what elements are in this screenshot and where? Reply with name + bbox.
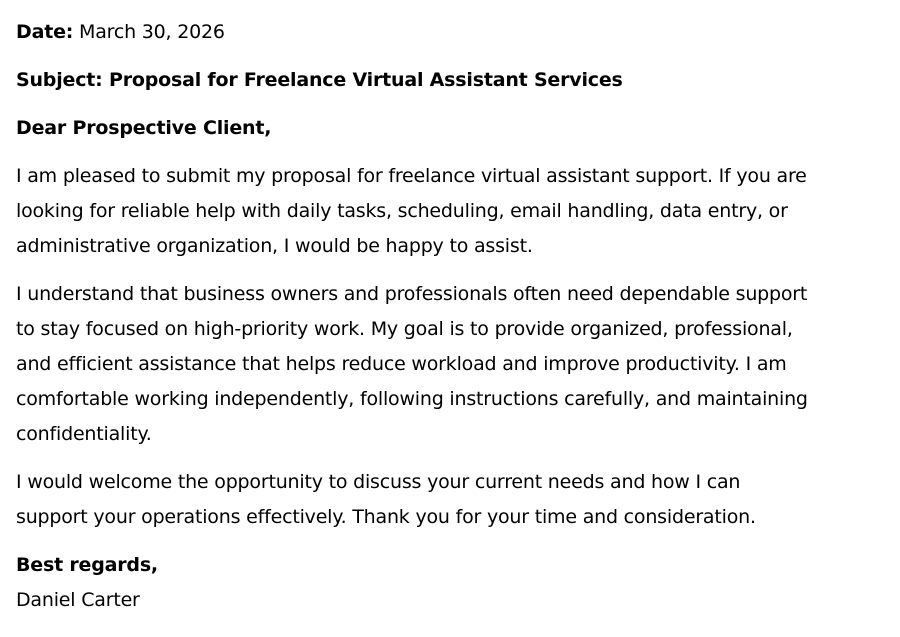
date-line xyxy=(16,15,884,50)
greeting: Dear Prospective Client, xyxy=(16,117,272,139)
paragraph-line: comfortable working independently, following instructions carefully, and maintaining xyxy=(16,388,808,410)
paragraph-line: administrative organization, I would be happy to assist. xyxy=(16,235,533,257)
paragraph-line: and efficient assistance that helps reduce workload and improve productivity. I am xyxy=(16,353,787,375)
body-paragraph-2 xyxy=(16,277,884,452)
closing: Best regards, xyxy=(16,554,158,576)
paragraph-line: I am pleased to submit my proposal for freelance virtual assistant support. If you are xyxy=(16,165,807,187)
paragraph-line: I understand that business owners and professionals often need dependable support xyxy=(16,283,808,305)
paragraph-line: looking for reliable help with daily tasks, scheduling, email handling, data entry, or xyxy=(16,200,788,222)
date-label: Date: xyxy=(16,21,74,43)
body-paragraph-1 xyxy=(16,159,884,264)
paragraph-line: confidentiality. xyxy=(16,423,152,445)
paragraph-line: to stay focused on high-priority work. My goal is to provide organized, professional, xyxy=(16,318,793,340)
signature-name: Daniel Carter xyxy=(16,589,140,611)
paragraph-line: support your operations effectively. Thank you for your time and consideration. xyxy=(16,506,756,528)
body-paragraph-3 xyxy=(16,465,884,535)
date-value: March 30, 2026 xyxy=(79,21,225,43)
paragraph-line: I would welcome the opportunity to discuss your current needs and how I can xyxy=(16,471,741,493)
subject-line: Subject: Proposal for Freelance Virtual Assistant Services xyxy=(16,69,623,91)
